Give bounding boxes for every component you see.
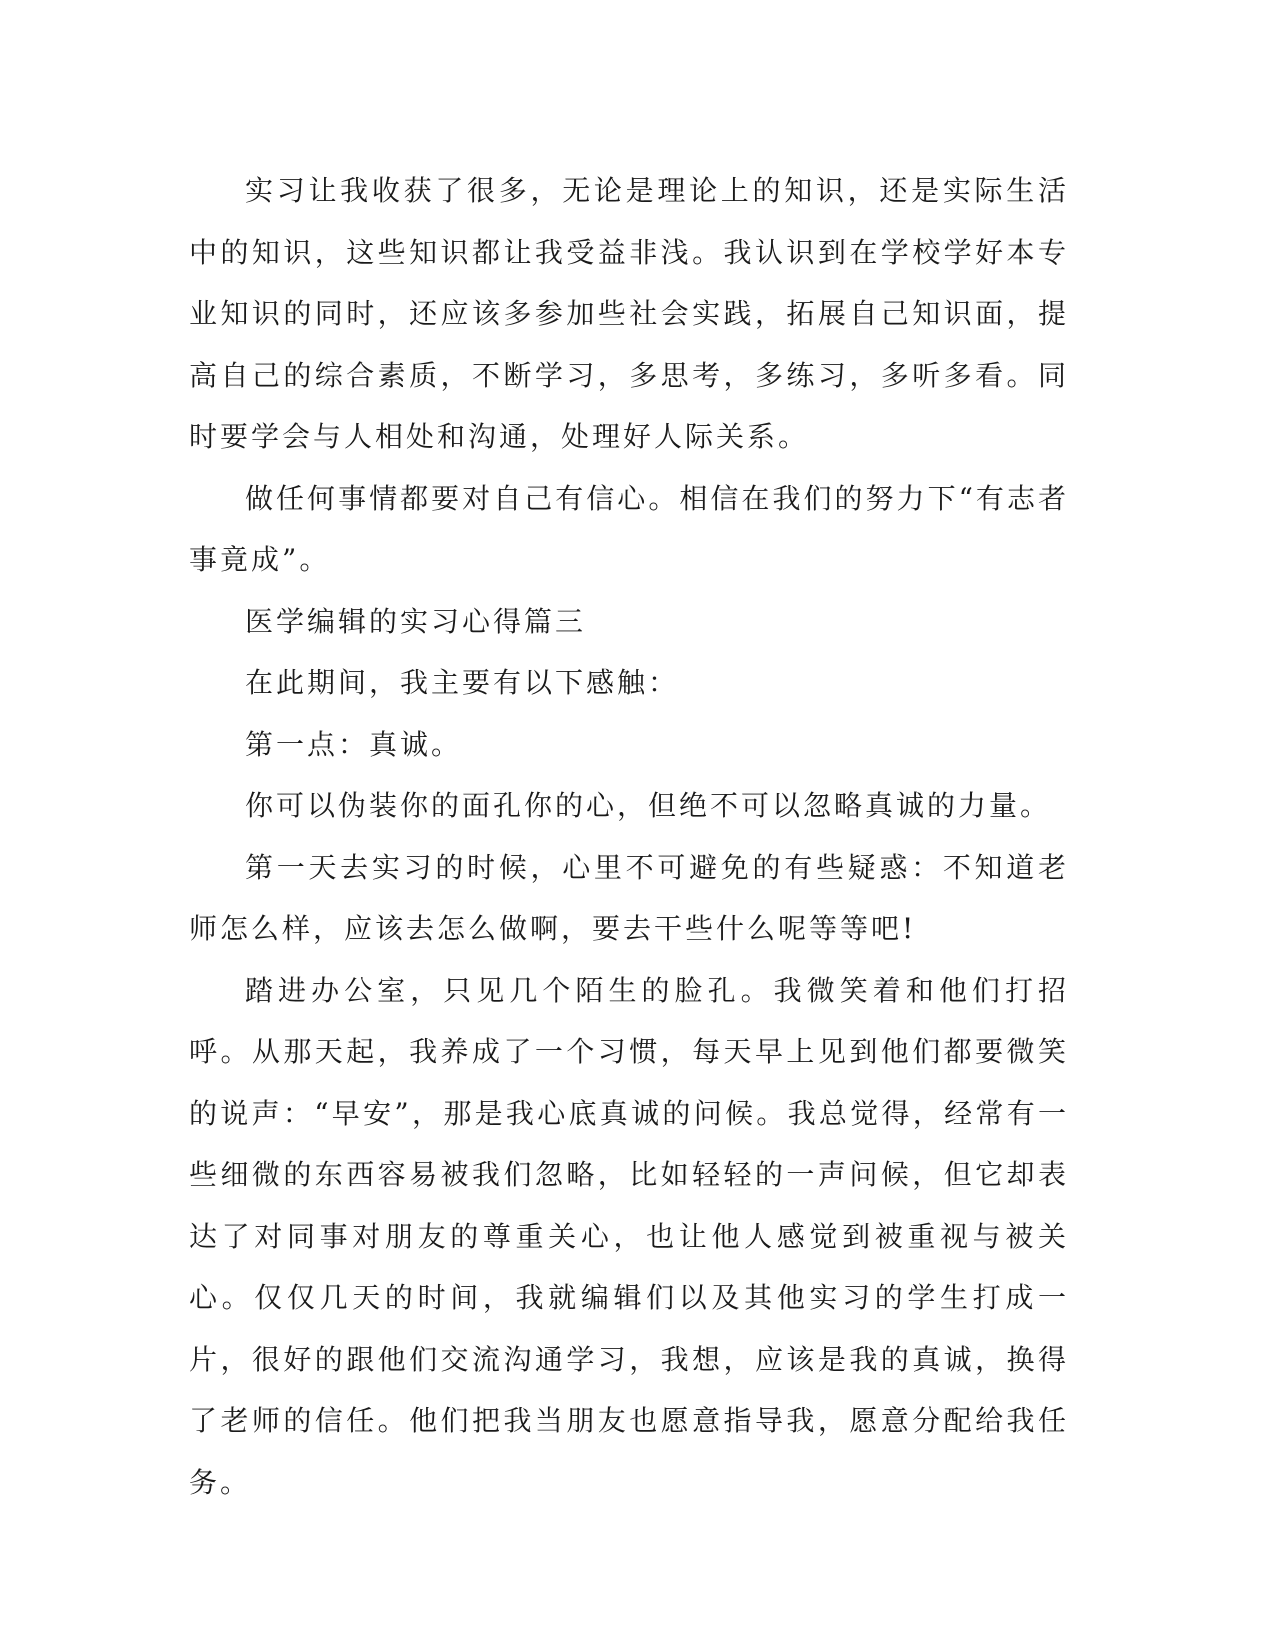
point-heading-sincerity: 第一点：真诚。	[245, 727, 463, 761]
paragraph-internship-gains: 实习让我收获了很多，无论是理论上的知识，还是实际生活中的知识，这些知识都让我受益非浅。我认识到在学校学好本专业知识的同时，还应该多参加些社会实践，拓展自己知识面，提高自己的综合素质，不断学习，多思考，多练习，多听多看。同时要学会与人相处和沟通，处理好人际关系。	[189, 174, 1069, 453]
paragraph-confidence: 做任何事情都要对自己有信心。相信在我们的努力下“有志者事竟成”。	[189, 481, 1069, 576]
section-heading: 医学编辑的实习心得篇三	[245, 604, 587, 638]
paragraph-sincerity-power: 你可以伪装你的面孔你的心，但绝不可以忽略真诚的力量。	[245, 789, 1052, 822]
paragraph-intro: 在此期间，我主要有以下感触：	[245, 666, 680, 699]
paragraph-first-day: 第一天去实习的时候，心里不可避免的有些疑惑：不知道老师怎么样，应该去怎么做啊，要去干些什么呢等等吧!	[189, 850, 1069, 945]
paragraph-office: 踏进办公室，只见几个陌生的脸孔。我微笑着和他们打招呼。从那天起，我养成了一个习惯，每天早上见到他们都要微笑的说声：“早安”，那是我心底真诚的问候。我总觉得，经常有一些细微的东西容易被我们忽略，比如轻轻的一声问候，但它却表达了对同事对朋友的尊重关心，也让他人感觉到被重视与被关心。仅仅几天的时间，我就编辑们以及其他实习的学生打成一片，很好的跟他们交流沟通学习，我想，应该是我的真诚，换得了老师的信任。他们把我当朋友也愿意指导我，愿意分配给我任务。	[189, 973, 1069, 1499]
document-body	[189, 160, 1069, 1513]
